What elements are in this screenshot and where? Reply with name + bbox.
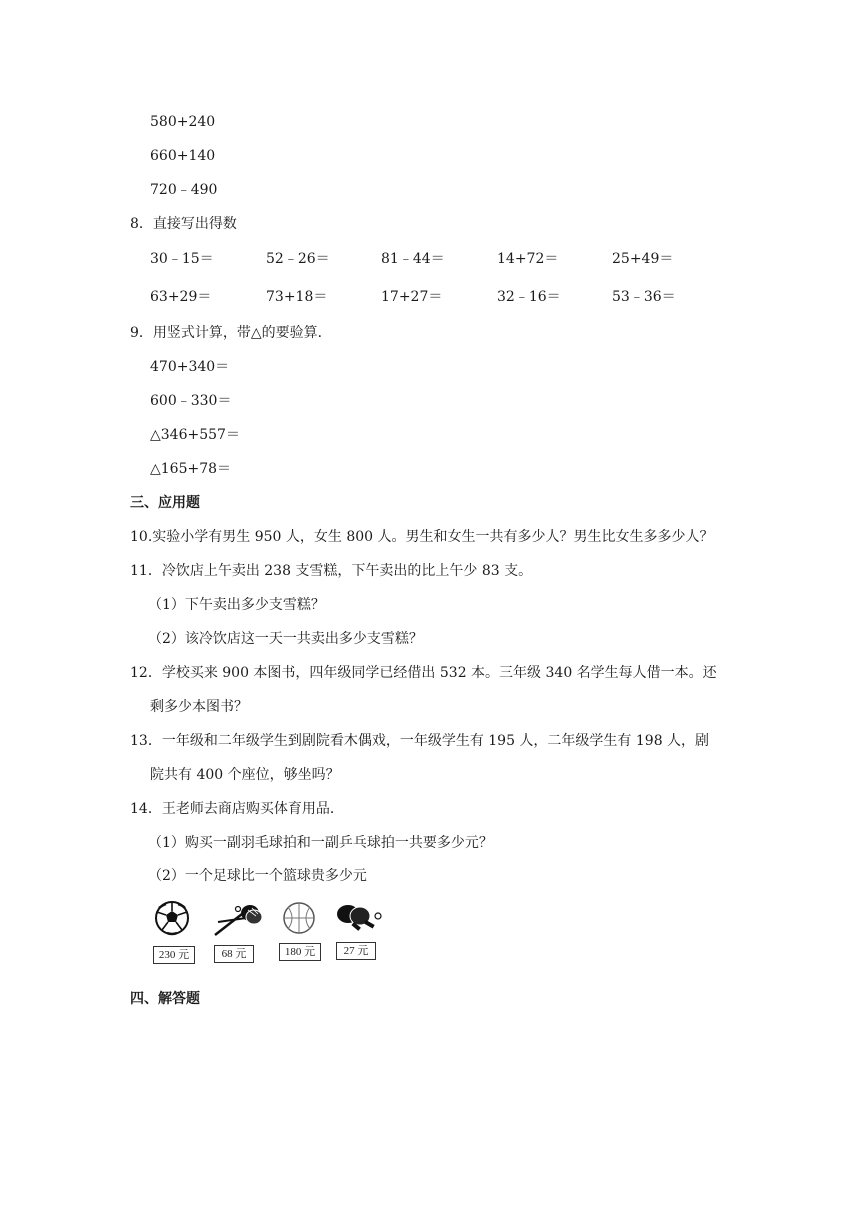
q8-cell: 25+49＝ xyxy=(612,251,674,267)
question-11-sub-1: （1）下午卖出多少支雪糕？ xyxy=(148,597,325,613)
question-9-title: 9．用竖式计算，带△的要验算． xyxy=(130,325,332,341)
soccer-ball-price: 230 元 xyxy=(153,946,195,964)
badminton-rackets-item xyxy=(212,902,264,938)
ping-pong-paddles-icon xyxy=(334,902,384,936)
ping-pong-paddles-price: 27 元 xyxy=(336,942,376,960)
question-12-line-2: 剩多少本图书？ xyxy=(150,699,248,715)
q8-cell: 14+72＝ xyxy=(497,251,559,267)
basketball-icon xyxy=(282,901,316,935)
question-14-title: 14．王老师去商店购买体育用品． xyxy=(130,801,344,817)
basketball-price: 180 元 xyxy=(279,943,321,961)
q9-item: △346+557＝ xyxy=(150,427,240,443)
q8-cell: 73+18＝ xyxy=(266,289,328,305)
soccer-ball-item xyxy=(154,900,190,936)
top-item-2: 660+140 xyxy=(150,148,216,164)
basketball-item xyxy=(282,901,316,935)
top-item-3: 720﹣490 xyxy=(150,182,218,198)
q9-item: 600﹣330＝ xyxy=(150,393,232,409)
soccer-ball-icon xyxy=(154,900,190,936)
question-10: 10.实验小学有男生 950 人，女生 800 人。男生和女生一共有多少人？男生比女生多多少人？ xyxy=(130,529,714,545)
q9-item: △165+78＝ xyxy=(150,461,232,477)
q8-cell: 32﹣16＝ xyxy=(497,289,561,305)
question-11-title: 11．冷饮店上午卖出 238 支雪糕，下午卖出的比上午少 83 支。 xyxy=(130,563,533,579)
q8-cell: 63+29＝ xyxy=(150,289,212,305)
question-13-line-2: 院共有 400 个座位，够坐吗？ xyxy=(150,767,340,783)
section-4-heading: 四、解答题 xyxy=(130,991,200,1007)
ping-pong-paddles-item xyxy=(334,902,384,936)
q8-cell: 52﹣26＝ xyxy=(266,251,330,267)
question-13-line-1: 13．一年级和二年级学生到剧院看木偶戏，一年级学生有 195 人，二年级学生有 198 人，剧 xyxy=(130,733,710,749)
question-14-sub-2: （2）一个足球比一个篮球贵多少元 xyxy=(148,868,367,884)
question-12-line-1: 12．学校买来 900 本图书，四年级同学已经借出 532 本。三年级 340 名学生每人借一本。还 xyxy=(130,665,717,681)
question-14-sub-1: （1）购买一副羽毛球拍和一副乒乓球拍一共要多少元？ xyxy=(148,835,493,851)
badminton-rackets-icon xyxy=(212,902,264,938)
question-11-sub-2: （2）该冷饮店这一天一共卖出多少支雪糕？ xyxy=(148,631,423,647)
top-item-1: 580+240 xyxy=(150,114,216,130)
q9-item: 470+340＝ xyxy=(150,359,230,375)
q8-cell: 17+27＝ xyxy=(381,289,443,305)
section-3-heading: 三、应用题 xyxy=(130,495,200,511)
q8-cell: 53﹣36＝ xyxy=(612,289,676,305)
question-8-title: 8．直接写出得数 xyxy=(130,216,237,232)
q8-cell: 30﹣15＝ xyxy=(150,251,214,267)
badminton-rackets-price: 68 元 xyxy=(214,945,254,963)
q8-cell: 81﹣44＝ xyxy=(381,251,445,267)
